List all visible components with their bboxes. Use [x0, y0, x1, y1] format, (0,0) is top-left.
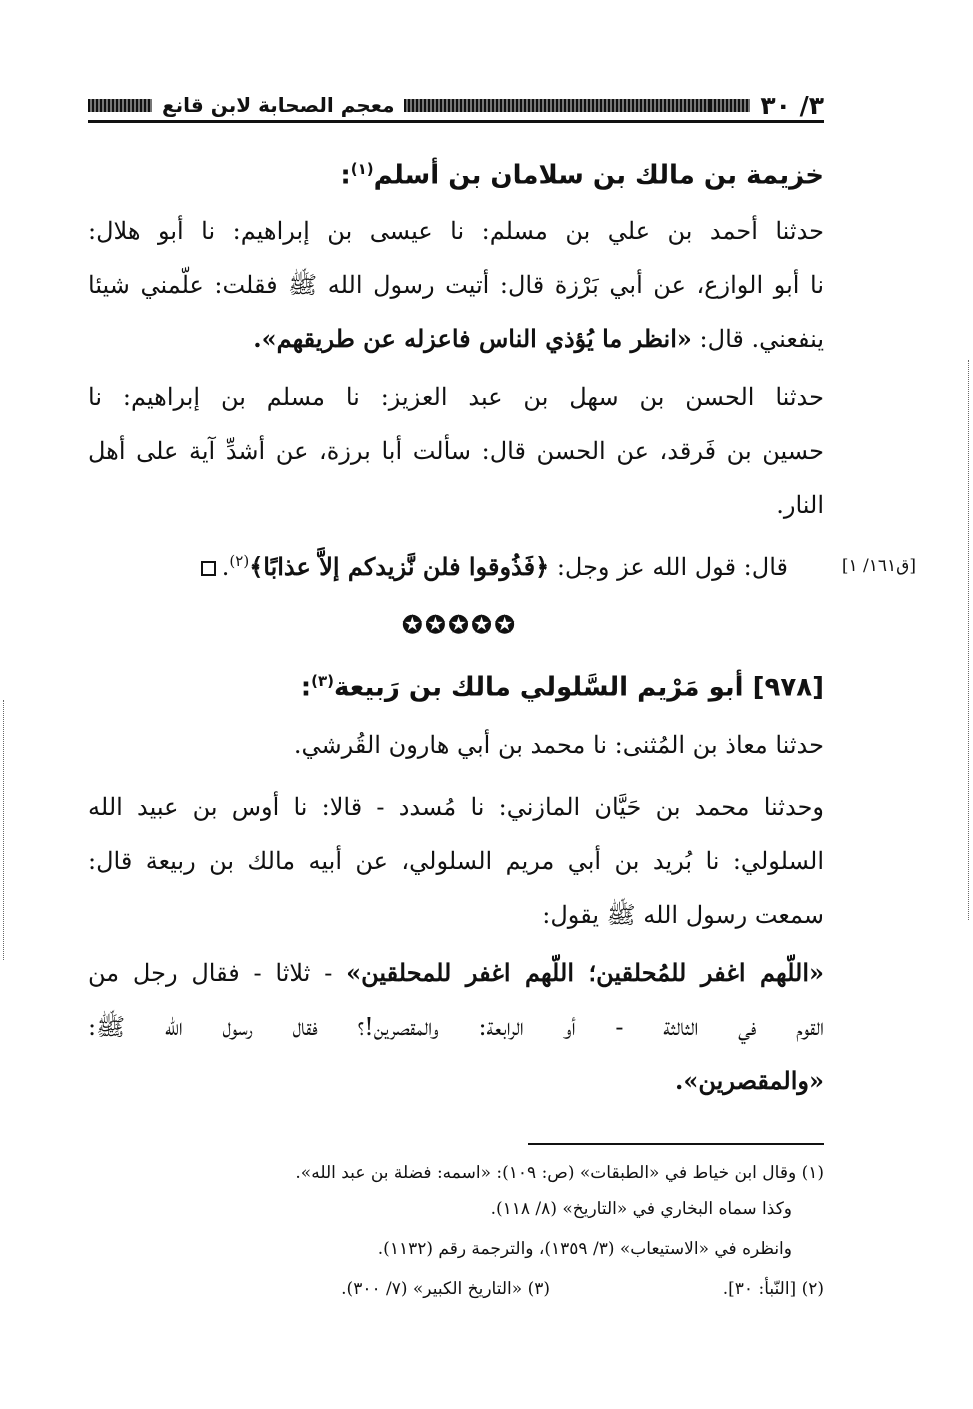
page-number: ٣/ ٣٠	[760, 90, 824, 120]
text-span: - ثلاثا - فقال رجل من	[88, 959, 333, 987]
hadith-quote: «انظر ما يُؤذي الناس فاعزله عن طريقهم».	[253, 324, 692, 353]
entry-title	[88, 664, 824, 705]
section-separator: ✪✪✪✪✪	[402, 610, 518, 639]
footnote-2: (٢) [النّبأ: ٣٠].	[722, 1279, 824, 1299]
text-line: نا أبو الوازع، عن أبي بَرْزة قال: أتيت رسول الله ﷺ فقلت: علّمني شيئا	[88, 271, 824, 299]
text-line: السلولي: نا بُريد بن أبي مريم السلولي، عن أبيه مالك بن ربيعة قال:	[88, 847, 824, 875]
entry-title-colon: :	[300, 672, 312, 703]
footnote-1: (١) وقال ابن خياط في «الطبقات» (ص: ١٠٩): «اسمه: فضلة بن عبد الله».	[295, 1163, 824, 1183]
text-line: وحدثنا محمد بن حَيَّان المازني: نا مُسدد - قالا: نا أوس بن عبيد الله	[88, 793, 824, 821]
footnote-ref: (٢)	[229, 552, 250, 570]
quran-quote: ﴿فَذُوقوا فلن نَّزيدكم إلاَّ عذابًا﴾	[249, 552, 550, 581]
header-ornament-bar	[88, 99, 152, 112]
text-line: سمعت رسول الله ﷺ يقول:	[542, 901, 824, 929]
entry-title-colon: :	[340, 160, 351, 191]
entry-title-text: خزيمة بن مالك بن سلامان بن أسلم	[373, 160, 824, 191]
running-header	[88, 90, 824, 123]
header-ornament-bar	[404, 99, 710, 112]
hadith-quote: «والمقصرين».	[675, 1066, 824, 1095]
text-line: حدثنا الحسن بن سهل بن عبد العزيز: نا مسلم بن إبراهيم: نا	[88, 383, 824, 411]
text-line: النار.	[776, 491, 824, 519]
text-line: حدثنا معاذ بن المُثنى: نا محمد بن أبي هارون القُرشي.	[293, 731, 824, 759]
footnote-ref: (٣)	[311, 672, 334, 690]
text-line: حسين بن فَرقد، عن الحسن قال: سألت أبا برزة، عن أشدِّ آية على أهل	[88, 437, 824, 465]
footnote-3: (٣) «التاريخ الكبير» (٧/ ٣٠٠).	[341, 1279, 550, 1299]
footnote-ref: (١)	[350, 160, 374, 178]
scan-margin-line	[3, 700, 4, 960]
end-of-entry-box-icon	[201, 561, 216, 576]
header-ornament-bar	[710, 99, 750, 112]
scan-margin-line	[968, 360, 969, 920]
footnote-1-cont: وانظره في «الاستيعاب» (٣/ ١٣٥٩)، والترجمة رقم (١١٣٢).	[377, 1239, 792, 1259]
text-line	[88, 956, 824, 990]
text-span: قال: قول الله عز وجل:	[556, 553, 788, 581]
manuscript-marker: [ق١٦١/ ١]	[841, 556, 916, 576]
entry-title-text: [٩٧٨] أبو مَرْيم السَّلولي مالك بن رَبيعة	[334, 672, 824, 703]
text-line: القوم في الثالثة - أو الرابعة: والمقصرين!؟ فقال رسول الله ﷺ:	[88, 1013, 824, 1041]
text-span: .	[221, 553, 230, 581]
book-title: معجم الصحابة لابن قانع	[162, 93, 395, 117]
text-line: حدثنا أحمد بن علي بن مسلم: نا عيسى بن إبراهيم: نا أبو هلال:	[88, 217, 824, 245]
text-line	[88, 322, 824, 356]
footnote-rule	[528, 1143, 824, 1145]
hadith-quote: «اللّهم اغفر للمُحلقين؛ اللّهم اغفر للمحلقين»	[346, 958, 824, 987]
entry-title	[88, 152, 824, 193]
text-line	[88, 544, 788, 584]
footnote-1-cont: وكذا سماه البخاري في «التاريخ» (٨/ ١١٨).	[490, 1199, 792, 1219]
text-span: ينفعني. قال:	[699, 325, 824, 353]
